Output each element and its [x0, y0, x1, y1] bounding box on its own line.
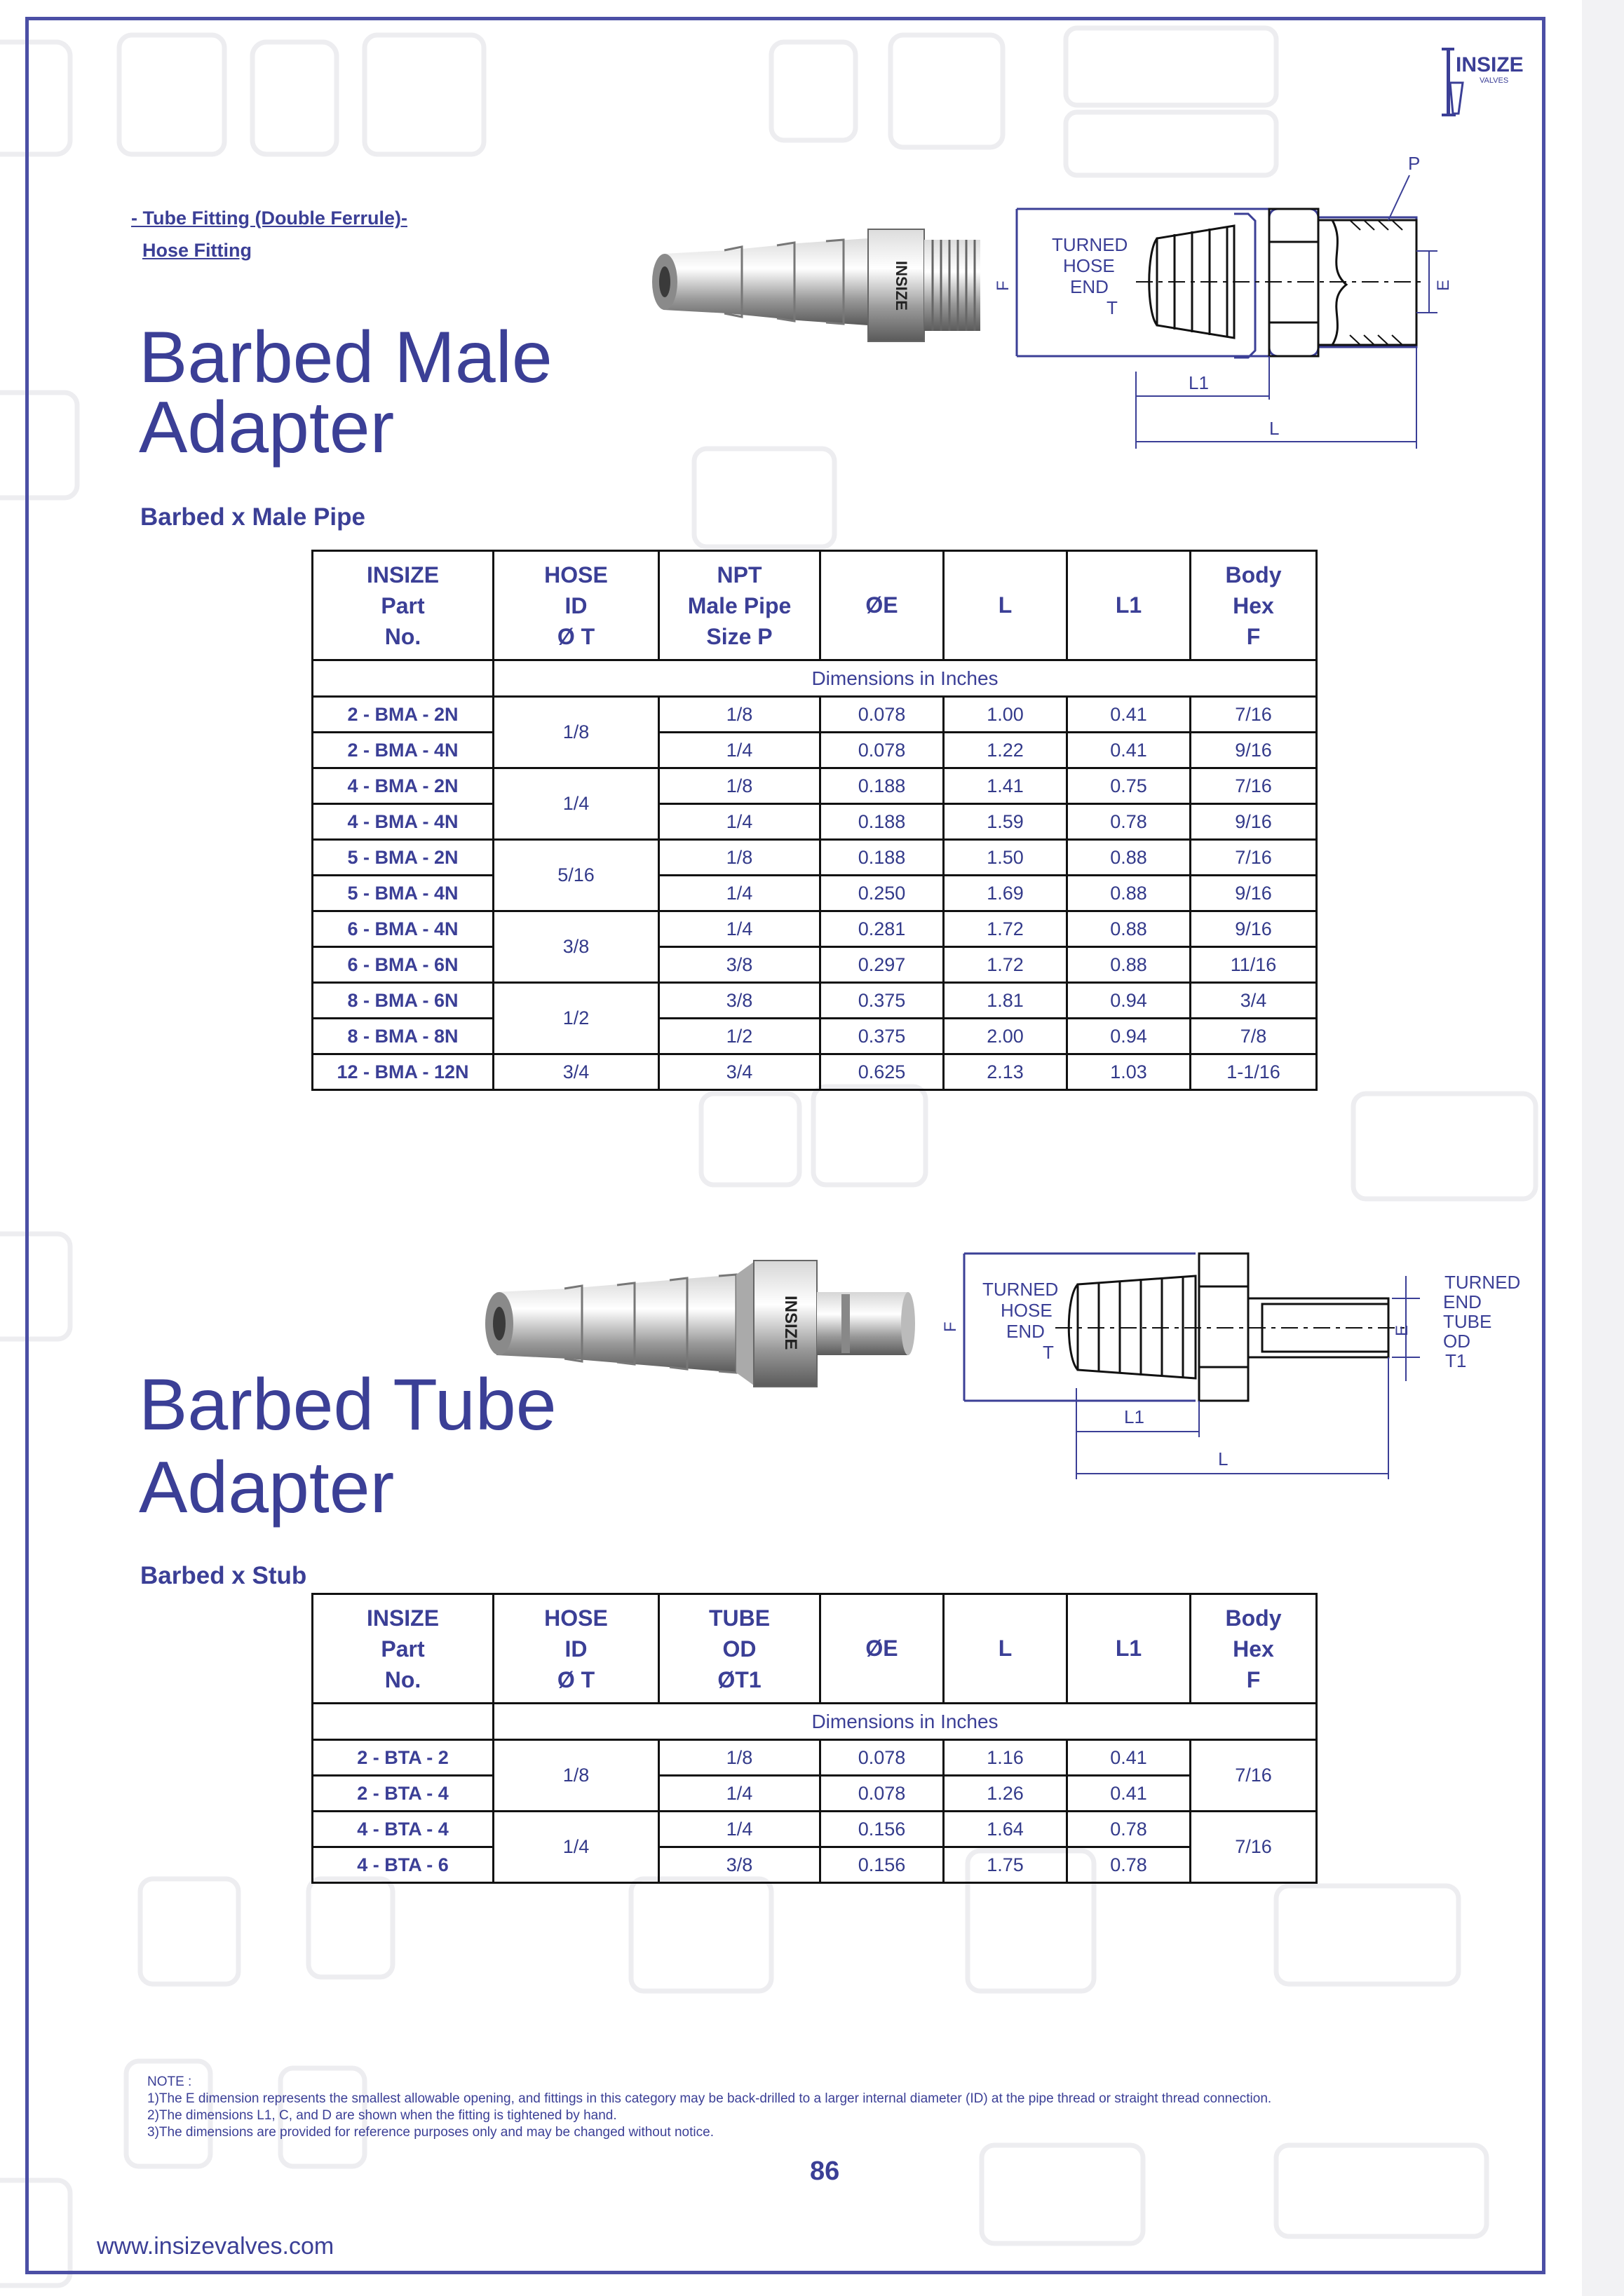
- table-cell-l1: 0.88: [1067, 876, 1191, 911]
- table-cell-e: 0.156: [820, 1812, 944, 1847]
- table-cell-e: 0.375: [820, 983, 944, 1019]
- table-cell-l1: 0.75: [1067, 768, 1191, 804]
- table-cell-part: 2 - BMA - 4N: [313, 733, 494, 768]
- table-cell-l: 1.26: [944, 1776, 1067, 1812]
- svg-text:F: F: [941, 1322, 960, 1332]
- svg-text:T: T: [1107, 297, 1118, 318]
- table-cell-hose: 3/4: [494, 1054, 659, 1090]
- table-cell-e: 0.281: [820, 911, 944, 947]
- table-cell-hose: 5/16: [494, 840, 659, 911]
- svg-text:T1: T1: [1445, 1350, 1467, 1371]
- table-cell-e: 0.078: [820, 1740, 944, 1776]
- svg-text:L: L: [1269, 418, 1280, 439]
- table-cell-part: 4 - BMA - 2N: [313, 768, 494, 804]
- table-cell-l: 1.41: [944, 768, 1067, 804]
- table-cell-hex: 11/16: [1191, 947, 1317, 983]
- breadcrumb-category[interactable]: - Tube Fitting (Double Ferrule)-: [131, 208, 407, 229]
- section1-subtitle: Barbed x Male Pipe: [140, 503, 365, 531]
- section2-title-line2: Adapter: [139, 1447, 395, 1528]
- table-cell-l: 1.69: [944, 876, 1067, 911]
- table-cell-e: 0.625: [820, 1054, 944, 1090]
- table-cell-npt: 3/4: [659, 1054, 820, 1090]
- table-cell-l: 2.00: [944, 1019, 1067, 1054]
- note-line-2: 2)The dimensions L1, C, and D are shown when the fitting is tightened by hand.: [147, 2108, 617, 2123]
- table-cell-part: 6 - BMA - 4N: [313, 911, 494, 947]
- svg-text:F: F: [994, 280, 1013, 291]
- header-hose-id: HOSE ID Ø T: [494, 1594, 659, 1704]
- notes-heading: NOTE :: [147, 2074, 192, 2089]
- table-cell-hex: 7/16: [1191, 1740, 1317, 1812]
- table-cell-e: 0.188: [820, 840, 944, 876]
- svg-text:TURNED: TURNED: [982, 1279, 1059, 1300]
- svg-text:L1: L1: [1189, 372, 1209, 393]
- section1-title-line1: Barbed Male: [139, 317, 553, 398]
- note-line-3: 3)The dimensions are provided for reference purposes only and may be changed without notice.: [147, 2125, 714, 2140]
- table-cell-tube: 3/8: [659, 1847, 820, 1883]
- table-cell-part: 2 - BMA - 2N: [313, 697, 494, 733]
- table-cell-e: 0.188: [820, 768, 944, 804]
- table-cell-hose: 1/2: [494, 983, 659, 1054]
- svg-text:HOSE: HOSE: [1001, 1300, 1053, 1321]
- notes-block: [147, 2074, 1271, 2141]
- header-tube-od: TUBE OD ØT1: [659, 1594, 820, 1704]
- dimensions-label: Dimensions in Inches: [494, 1704, 1317, 1740]
- table-cell-e: 0.078: [820, 697, 944, 733]
- dimensions-label: Dimensions in Inches: [494, 660, 1317, 697]
- svg-text:HOSE: HOSE: [1063, 255, 1115, 276]
- table-cell-l1: 0.41: [1067, 733, 1191, 768]
- barbed-tube-adapter-table: [311, 1593, 1318, 1884]
- table-cell-hex: 9/16: [1191, 733, 1317, 768]
- table-cell-hex: 7/8: [1191, 1019, 1317, 1054]
- table-cell-l1: 0.78: [1067, 804, 1191, 840]
- table-cell-hose: 1/8: [494, 697, 659, 768]
- table-cell-hex: 9/16: [1191, 876, 1317, 911]
- section2-title-line1: Barbed Tube: [139, 1364, 557, 1446]
- table-cell-l: 1.22: [944, 733, 1067, 768]
- table-cell-part: 8 - BMA - 6N: [313, 983, 494, 1019]
- table-cell-e: 0.188: [820, 804, 944, 840]
- table-cell-npt: 1/8: [659, 840, 820, 876]
- table-cell-npt: 1/8: [659, 697, 820, 733]
- table-cell-part: 2 - BTA - 2: [313, 1740, 494, 1776]
- table-cell-hose: 3/8: [494, 911, 659, 983]
- section2-subtitle: Barbed x Stub: [140, 1562, 307, 1589]
- svg-text:TUBE: TUBE: [1443, 1311, 1492, 1332]
- website-link[interactable]: www.insizevalves.com: [97, 2233, 334, 2260]
- svg-text:VALVES: VALVES: [1480, 76, 1509, 85]
- header-e: ØE: [820, 1594, 944, 1704]
- table-cell-l1: 0.41: [1067, 1776, 1191, 1812]
- table-cell-l: 1.64: [944, 1812, 1067, 1847]
- table-cell-part: 4 - BMA - 4N: [313, 804, 494, 840]
- page-number: 86: [810, 2156, 840, 2186]
- svg-text:L1: L1: [1124, 1406, 1144, 1427]
- page-edge-band: [1582, 0, 1624, 2296]
- svg-text:OD: OD: [1443, 1331, 1470, 1352]
- table-cell-part: 5 - BMA - 2N: [313, 840, 494, 876]
- svg-text:TURNED: TURNED: [1052, 234, 1128, 255]
- svg-text:INSIZE: INSIZE: [893, 261, 910, 311]
- table-cell-hex: 9/16: [1191, 911, 1317, 947]
- table-cell-npt: 1/4: [659, 733, 820, 768]
- table-cell-npt: 3/8: [659, 947, 820, 983]
- table-cell-l1: 0.41: [1067, 1740, 1191, 1776]
- table-cell-hex: 3/4: [1191, 983, 1317, 1019]
- table-cell-l: 1.72: [944, 911, 1067, 947]
- table-cell-hex: 7/16: [1191, 840, 1317, 876]
- header-part-no: INSIZE Part No.: [313, 551, 494, 660]
- header-e: ØE: [820, 551, 944, 660]
- table-cell-hex: 1-1/16: [1191, 1054, 1317, 1090]
- table-cell-hose: 1/4: [494, 1812, 659, 1883]
- table-cell-e: 0.297: [820, 947, 944, 983]
- section1-title-line2: Adapter: [139, 387, 395, 468]
- table-cell-e: 0.078: [820, 733, 944, 768]
- table-cell-l: 1.16: [944, 1740, 1067, 1776]
- header-npt-size: NPT Male Pipe Size P: [659, 551, 820, 660]
- table-cell-npt: 1/4: [659, 911, 820, 947]
- table-cell-part: 6 - BMA - 6N: [313, 947, 494, 983]
- svg-text:INSIZE: INSIZE: [1456, 53, 1524, 76]
- table-cell-part: 8 - BMA - 8N: [313, 1019, 494, 1054]
- svg-text:END: END: [1070, 276, 1109, 297]
- table-cell-l1: 1.03: [1067, 1054, 1191, 1090]
- table-cell-l1: 0.88: [1067, 947, 1191, 983]
- header-body-hex: Body Hex F: [1191, 1594, 1317, 1704]
- header-part-no: INSIZE Part No.: [313, 1594, 494, 1704]
- table-cell-part: 5 - BMA - 4N: [313, 876, 494, 911]
- header-hose-id: HOSE ID Ø T: [494, 551, 659, 660]
- barbed-tube-adapter-drawing: [941, 1248, 1521, 1486]
- table-cell-l1: 0.88: [1067, 840, 1191, 876]
- table-cell-e: 0.156: [820, 1847, 944, 1883]
- table-cell-l: 1.81: [944, 983, 1067, 1019]
- note-line-1: 1)The E dimension represents the smallest allowable opening, and fittings in this category may be back-drilled to a larger internal diameter (ID) at the pipe thread or straight thread connection.: [147, 2091, 1272, 2106]
- table-cell-hex: 7/16: [1191, 697, 1317, 733]
- table-cell-l: 1.59: [944, 804, 1067, 840]
- svg-text:END: END: [1006, 1321, 1045, 1342]
- table-cell-tube: 1/4: [659, 1776, 820, 1812]
- header-l: L: [944, 1594, 1067, 1704]
- table-cell-l1: 0.94: [1067, 983, 1191, 1019]
- header-l: L: [944, 551, 1067, 660]
- barbed-male-adapter-table: [311, 550, 1318, 1091]
- svg-text:L: L: [1218, 1448, 1229, 1469]
- svg-text:TURNED: TURNED: [1444, 1272, 1521, 1293]
- table-cell-tube: 1/8: [659, 1740, 820, 1776]
- svg-text:T: T: [1043, 1342, 1054, 1363]
- dimensions-spacer: [313, 1704, 494, 1740]
- table-cell-npt: 1/2: [659, 1019, 820, 1054]
- dimensions-spacer: [313, 660, 494, 697]
- table-cell-npt: 1/8: [659, 768, 820, 804]
- table-cell-l1: 0.78: [1067, 1847, 1191, 1883]
- table-cell-npt: 1/4: [659, 876, 820, 911]
- table-cell-l: 2.13: [944, 1054, 1067, 1090]
- table-cell-part: 4 - BTA - 4: [313, 1812, 494, 1847]
- svg-text:E: E: [1434, 279, 1453, 291]
- table-cell-npt: 3/8: [659, 983, 820, 1019]
- svg-text:E: E: [1393, 1324, 1412, 1336]
- table-cell-hex: 7/16: [1191, 1812, 1317, 1883]
- table-cell-hose: 1/8: [494, 1740, 659, 1812]
- barbed-male-adapter-photo: [644, 219, 994, 352]
- svg-text:END: END: [1443, 1291, 1482, 1312]
- table-cell-l1: 0.78: [1067, 1812, 1191, 1847]
- svg-text:P: P: [1408, 153, 1421, 174]
- table-cell-l1: 0.94: [1067, 1019, 1191, 1054]
- table-cell-hex: 9/16: [1191, 804, 1317, 840]
- table-cell-l: 1.72: [944, 947, 1067, 983]
- header-l1: L1: [1067, 1594, 1191, 1704]
- table-cell-tube: 1/4: [659, 1812, 820, 1847]
- table-cell-e: 0.375: [820, 1019, 944, 1054]
- table-cell-l1: 0.41: [1067, 697, 1191, 733]
- table-cell-hex: 7/16: [1191, 768, 1317, 804]
- table-cell-e: 0.250: [820, 876, 944, 911]
- table-cell-npt: 1/4: [659, 804, 820, 840]
- insize-logo: [1437, 41, 1529, 125]
- table-cell-part: 12 - BMA - 12N: [313, 1054, 494, 1090]
- table-cell-l: 1.75: [944, 1847, 1067, 1883]
- barbed-male-adapter-drawing: [994, 147, 1453, 456]
- table-cell-part: 2 - BTA - 4: [313, 1776, 494, 1812]
- table-cell-l: 1.50: [944, 840, 1067, 876]
- breadcrumb-subcategory[interactable]: Hose Fitting: [142, 240, 252, 261]
- svg-text:INSIZE: INSIZE: [781, 1296, 800, 1350]
- table-cell-e: 0.078: [820, 1776, 944, 1812]
- table-cell-hose: 1/4: [494, 768, 659, 840]
- table-cell-part: 4 - BTA - 6: [313, 1847, 494, 1883]
- header-body-hex: Body Hex F: [1191, 551, 1317, 660]
- table-cell-l: 1.00: [944, 697, 1067, 733]
- header-l1: L1: [1067, 551, 1191, 660]
- table-cell-l1: 0.88: [1067, 911, 1191, 947]
